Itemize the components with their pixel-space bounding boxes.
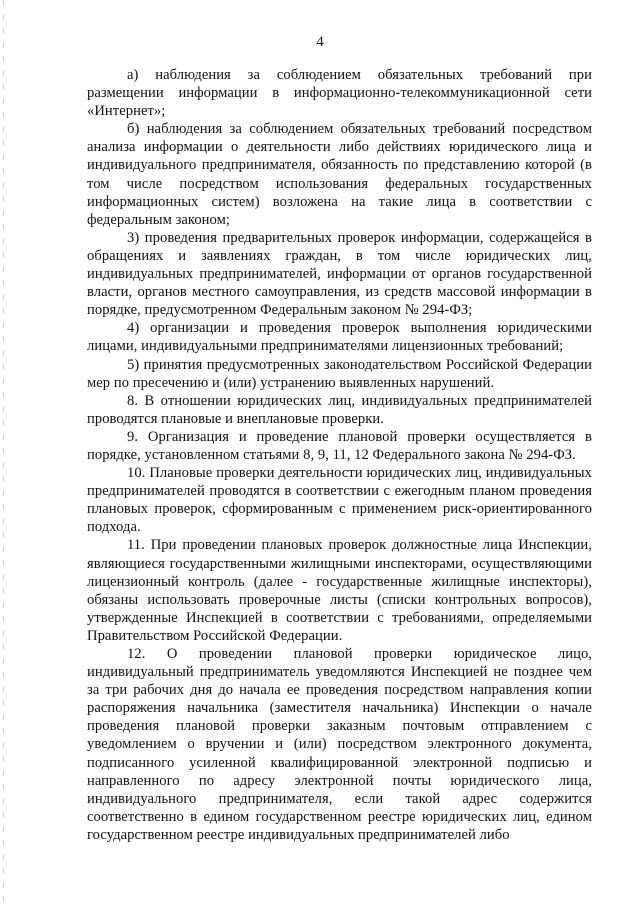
paragraph-a: а) наблюдения за соблюдением обязательных требований при размещении информации в информационно-телекоммуникационной сети «Интернет»;	[87, 67, 592, 120]
paragraph-4: 4) организации и проведения проверок выполнения юридическими лицами, индивидуальными предпринимателями лицензионных требований;	[87, 320, 592, 355]
page-number: 4	[316, 34, 324, 50]
paragraph-10: 10. Плановые проверки деятельности юридических лиц, индивидуальных предпринимателей проводятся в соответствии с ежегодным планом проведения плановых проверок, сформированным с применением риск-ориентированного подхода.	[87, 465, 592, 536]
paragraph-12: 12. О проведении плановой проверки юридическое лицо, индивидуальный предприниматель уведомляются Инспекцией не позднее чем за три рабочих дня до начала ее проведения посредством направления копии распоряжения начальника (заместителя начальника) Инспекции о начале проведения плановой проверки заказным почтовым отправлением с уведомлением о вручении и (или) посредством электронного документа, подписанного усиленной квалифицированной электронной подписью и направленного по адресу электронной почты юридического лица, индивидуального предпринимателя, если такой адрес содержится соответственно в едином государственном реестре юридических лиц, едином государственном реестре индивидуальных предпринимателей либо	[87, 646, 592, 843]
paragraph-8: 8. В отношении юридических лиц, индивидуальных предпринимателей проводятся плановые и внеплановые проверки.	[87, 392, 592, 427]
paragraph-5: 5) принятия предусмотренных законодательством Российской Федерации мер по пресечению и (или) устранению выявленных нарушений.	[87, 356, 592, 391]
document-body	[87, 66, 592, 844]
scan-edge-marks	[3, 0, 4, 905]
paragraph-9: 9. Организация и проведение плановой проверки осуществляется в порядке, установленном статьями 8, 9, 11, 12 Федерального закона № 294-ФЗ.	[87, 428, 592, 463]
paragraph-b: б) наблюдения за соблюдением обязательных требований посредством анализа информации о деятельности либо действиях юридического лица и индивидуального предпринимателя, обязанность по представлению которой (в том числе посредством использования федеральных государственных информационных систем) возложена на такие лица в соответствии с федеральным законом;	[87, 121, 592, 228]
paragraph-11: 11. При проведении плановых проверок должностные лица Инспекции, являющиеся государственными жилищными инспекторами, осуществляющими лицензионный контроль (далее - государственные жилищные инспекторы), обязаны использовать проверочные листы (списки контрольных вопросов), утвержденные Инспекцией в соответствии с требованиями, определяемыми Правительством Российской Федерации.	[87, 537, 592, 644]
paragraph-3: 3) проведения предварительных проверок информации, содержащейся в обращениях и заявлениях граждан, в том числе юридических лиц, индивидуальных предпринимателей, информации от органов государственной власти, органов местного самоуправления, из средств массовой информации в порядке, предусмотренном Федеральным законом № 294-ФЗ;	[87, 229, 592, 319]
